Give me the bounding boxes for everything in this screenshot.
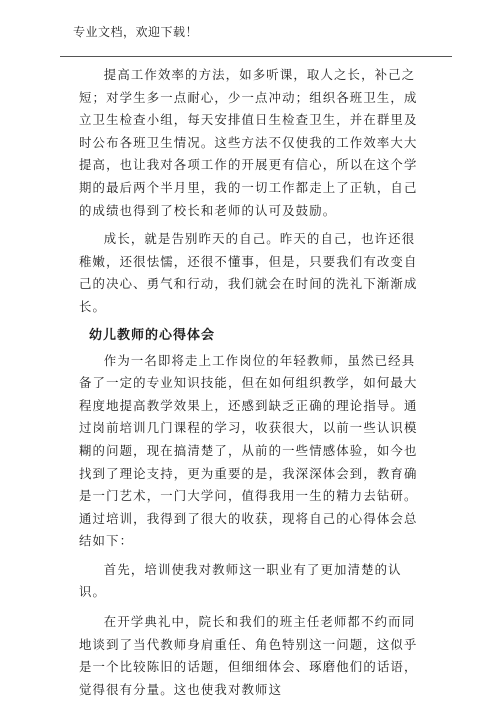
page-header-text: 专业文档，欢迎下载！ <box>73 25 199 39</box>
paragraph-growth: 成长，就是告别昨天的自己。昨天的自己，也许还很稚嫩，还很怯懦，还很不懂事，但是，只要我们有改变自己的决心、勇气和行动，我们就会在时间的洗礼下渐渐成长。 <box>79 231 418 314</box>
document-body <box>79 64 427 701</box>
paragraph-first-point: 首先，培训使我对教师这一职业有了更加清楚的认识。 <box>79 561 402 600</box>
paragraph-training-intro: 作为一名即将走上工作岗位的年轻教师，虽然已经具备了一定的专业知识技能，但在如何组织教学，如何最大程度地提高教学效果上，还感到缺乏正确的理论指导。通过岗前培训几门课程的学习，收获很大，以前一些认识模糊的问题，现在搞清楚了，从前的一些情感体验，如今也找到了理论支持，更为重要的是，我深深体会到，教育确是一门艺术，一门大学问，值得我用一生的精力去钻研。通过培训，我得到了很大的收获，现将自己的心得体会总结如下： <box>79 352 418 549</box>
section-heading: 幼儿教师的心得体会 <box>89 327 216 343</box>
paragraph-work-efficiency: 提高工作效率的方法，如多听课，取人之长，补己之短；对学生多一点耐心，少一点冲动；组织各班卫生，成立卫生检查小组，每天安排值日生检查卫生，并在群里及时公布各班卫生情况。这些方法不仅使我的工作效率大大提高，也让我对各项工作的开展更有信心，所以在这个学期的最后两个半月里，我的一切工作都走上了正轨，自己的成绩也得到了校长和老师的认可及鼓励。 <box>79 67 418 218</box>
header-divider <box>60 56 452 57</box>
paragraph-opening-ceremony: 在开学典礼中，院长和我们的班主任老师都不约而同地谈到了当代教师身肩重任、角色特别这一问题，这似乎是一个比较陈旧的话题，但细细体会、琢磨他们的话语，觉得很有分量。这也使我对教师这 <box>79 614 418 697</box>
